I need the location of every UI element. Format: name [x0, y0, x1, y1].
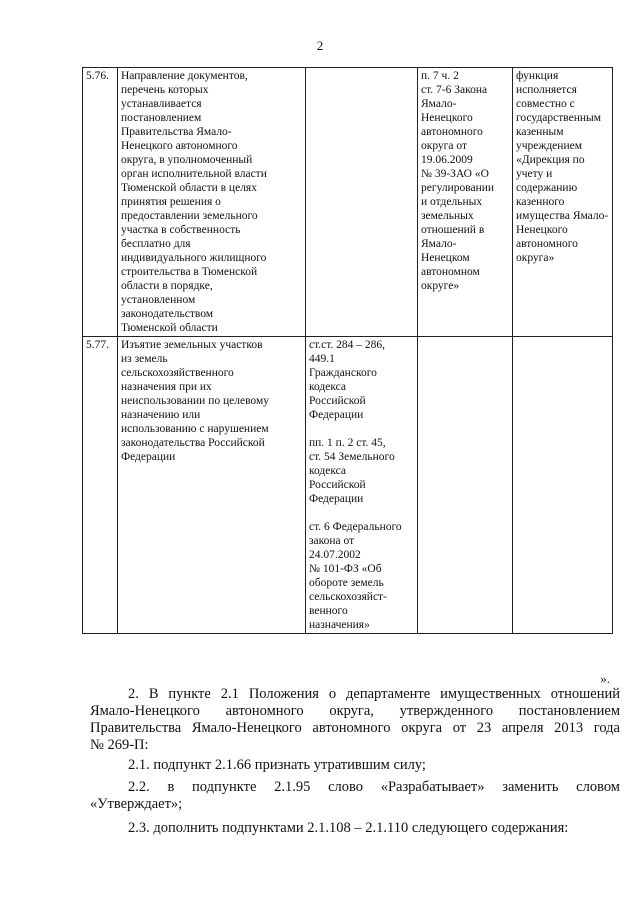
closing-quote-mark: ».: [600, 671, 610, 686]
cell-line: неиспользовании по целевому: [121, 395, 269, 407]
cell-line: государственным: [516, 112, 602, 124]
cell-line: Федерации: [309, 409, 364, 421]
cell-line: кодекса: [309, 381, 347, 393]
text-line: № 269-П:: [90, 737, 149, 753]
cell-line: Ямало-: [421, 238, 457, 250]
note-cell: [513, 68, 613, 337]
cell-line: из земель: [121, 353, 168, 365]
cell-line: округа от: [421, 140, 468, 152]
cell-line: участка в собственность: [121, 224, 241, 236]
cell-line: Ненецкого автономного: [121, 140, 238, 152]
cell-line: содержанию: [516, 182, 578, 194]
regional-law-cell: [418, 337, 513, 634]
cell-line: предоставлении земельного: [121, 210, 258, 222]
cell-line: Направление документов,: [121, 70, 248, 82]
note-cell: [513, 337, 613, 634]
cell-line: устанавливается: [121, 98, 202, 110]
cell-line: 19.06.2009: [421, 154, 473, 166]
cell-line: 24.07.2002: [309, 549, 361, 561]
cell-line: Тюменской области: [121, 322, 218, 334]
cell-line: функция: [516, 70, 559, 82]
cell-line: земельных: [421, 210, 474, 222]
cell-line: автономного: [516, 238, 578, 250]
cell-line: и отдельных: [421, 196, 483, 208]
cell-line: постановлением: [121, 112, 202, 124]
cell-line: установленном: [121, 294, 196, 306]
cell-line: назначению или: [121, 409, 201, 421]
cell-line: округа»: [516, 252, 555, 264]
functions-table: [82, 67, 613, 634]
text-line: 2. В пункте 2.1 Положения о департаменте имущественных отношений: [128, 686, 620, 702]
cell-line: округе»: [421, 280, 460, 292]
table-row: [83, 68, 613, 337]
paragraph-2-1: [90, 757, 620, 774]
cell-line: п. 7 ч. 2: [421, 70, 459, 82]
text-line: Правительства Ямало-Ненецкого автономного округа от 23 апреля 2013 года: [90, 720, 620, 736]
regional-law-cell: [418, 68, 513, 337]
cell-line: индивидуального жилищного: [121, 252, 267, 264]
cell-line: автономного: [421, 126, 483, 138]
cell-line: Ненецкого: [516, 224, 568, 236]
cell-line: Гражданского: [309, 367, 377, 379]
function-name-cell: [118, 337, 306, 634]
function-name-cell: [118, 68, 306, 337]
cell-line: Российской: [309, 479, 366, 491]
cell-line: закона от: [309, 535, 355, 547]
cell-line: исполняется: [516, 84, 577, 96]
text-line: 2.1. подпункт 2.1.66 признать утратившим силу;: [128, 757, 426, 773]
cell-line: учреждением: [516, 140, 582, 152]
cell-line: ст.ст. 284 – 286,: [309, 339, 386, 351]
cell-line: учету и: [516, 168, 553, 180]
text-line: 2.2. в подпункте 2.1.95 слово «Разрабатывает» заменить словом: [128, 779, 620, 795]
federal-law-cell: [306, 68, 418, 337]
text-line: «Утверждает»;: [90, 796, 183, 812]
table-row: [83, 337, 613, 634]
cell-line: казенного: [516, 196, 565, 208]
cell-line: регулировании: [421, 182, 495, 194]
cell-line: ст. 7-6 Закона: [421, 84, 488, 96]
cell-line: Изъятие земельных участков: [121, 339, 263, 351]
row-number-cell: 5.76.: [83, 68, 118, 337]
cell-line: использованию с нарушением: [121, 423, 269, 435]
cell-line: Тюменской области в целях: [121, 182, 257, 194]
federal-law-cell: [306, 337, 418, 634]
cell-line: ст. 6 Федерального: [309, 521, 402, 533]
cell-line: бесплатно для: [121, 238, 191, 250]
cell-line: «Дирекция по: [516, 154, 585, 166]
cell-line: Ненецкого: [421, 112, 473, 124]
cell-line: отношений в: [421, 224, 485, 236]
cell-line: законодательством: [121, 308, 214, 320]
cell-line: № 101-ФЗ «Об: [309, 563, 382, 575]
cell-line: перечень которых: [121, 84, 209, 96]
cell-line: венного: [309, 605, 348, 617]
cell-line: Ямало-: [421, 98, 457, 110]
cell-line: обороте земель: [309, 577, 384, 589]
page-number: 2: [316, 38, 324, 53]
cell-line: строительства в Тюменской: [121, 266, 258, 278]
cell-line: сельскохозяйст-: [309, 591, 387, 603]
row-number-cell: 5.77.: [83, 337, 118, 634]
cell-line: имущества Ямало-: [516, 210, 609, 222]
paragraph-2-2: [90, 779, 620, 813]
cell-line: ст. 54 Земельного: [309, 451, 395, 463]
text-line: 2.3. дополнить подпунктами 2.1.108 – 2.1.110 следующего содержания:: [128, 820, 569, 836]
cell-line: Ненецком: [421, 252, 470, 264]
cell-line: автономном: [421, 266, 480, 278]
cell-line: сельскохозяйственного: [121, 367, 234, 379]
cell-line: Федерации: [309, 493, 364, 505]
cell-line: области в порядке,: [121, 280, 213, 292]
cell-line: Российской: [309, 395, 366, 407]
cell-line: законодательства Российской: [121, 437, 265, 449]
cell-line: совместно с: [516, 98, 575, 110]
cell-line: 449.1: [309, 353, 335, 365]
cell-line: назначения при их: [121, 381, 212, 393]
cell-line: казенным: [516, 126, 564, 138]
cell-line: Федерации: [121, 451, 176, 463]
paragraph-2-3: [90, 820, 620, 837]
paragraph-2: [90, 686, 620, 754]
cell-line: пп. 1 п. 2 ст. 45,: [309, 437, 386, 449]
cell-line: кодекса: [309, 465, 347, 477]
text-line: Ямало-Ненецкого автономного округа, утвержденного постановлением: [90, 703, 620, 719]
cell-line: принятия решения о: [121, 196, 221, 208]
cell-line: орган исполнительной власти: [121, 168, 267, 180]
cell-line: округа, в уполномоченный: [121, 154, 253, 166]
cell-line: назначения»: [309, 619, 370, 631]
cell-line: № 39-ЗАО «О: [421, 168, 489, 180]
cell-line: Правительства Ямало-: [121, 126, 232, 138]
